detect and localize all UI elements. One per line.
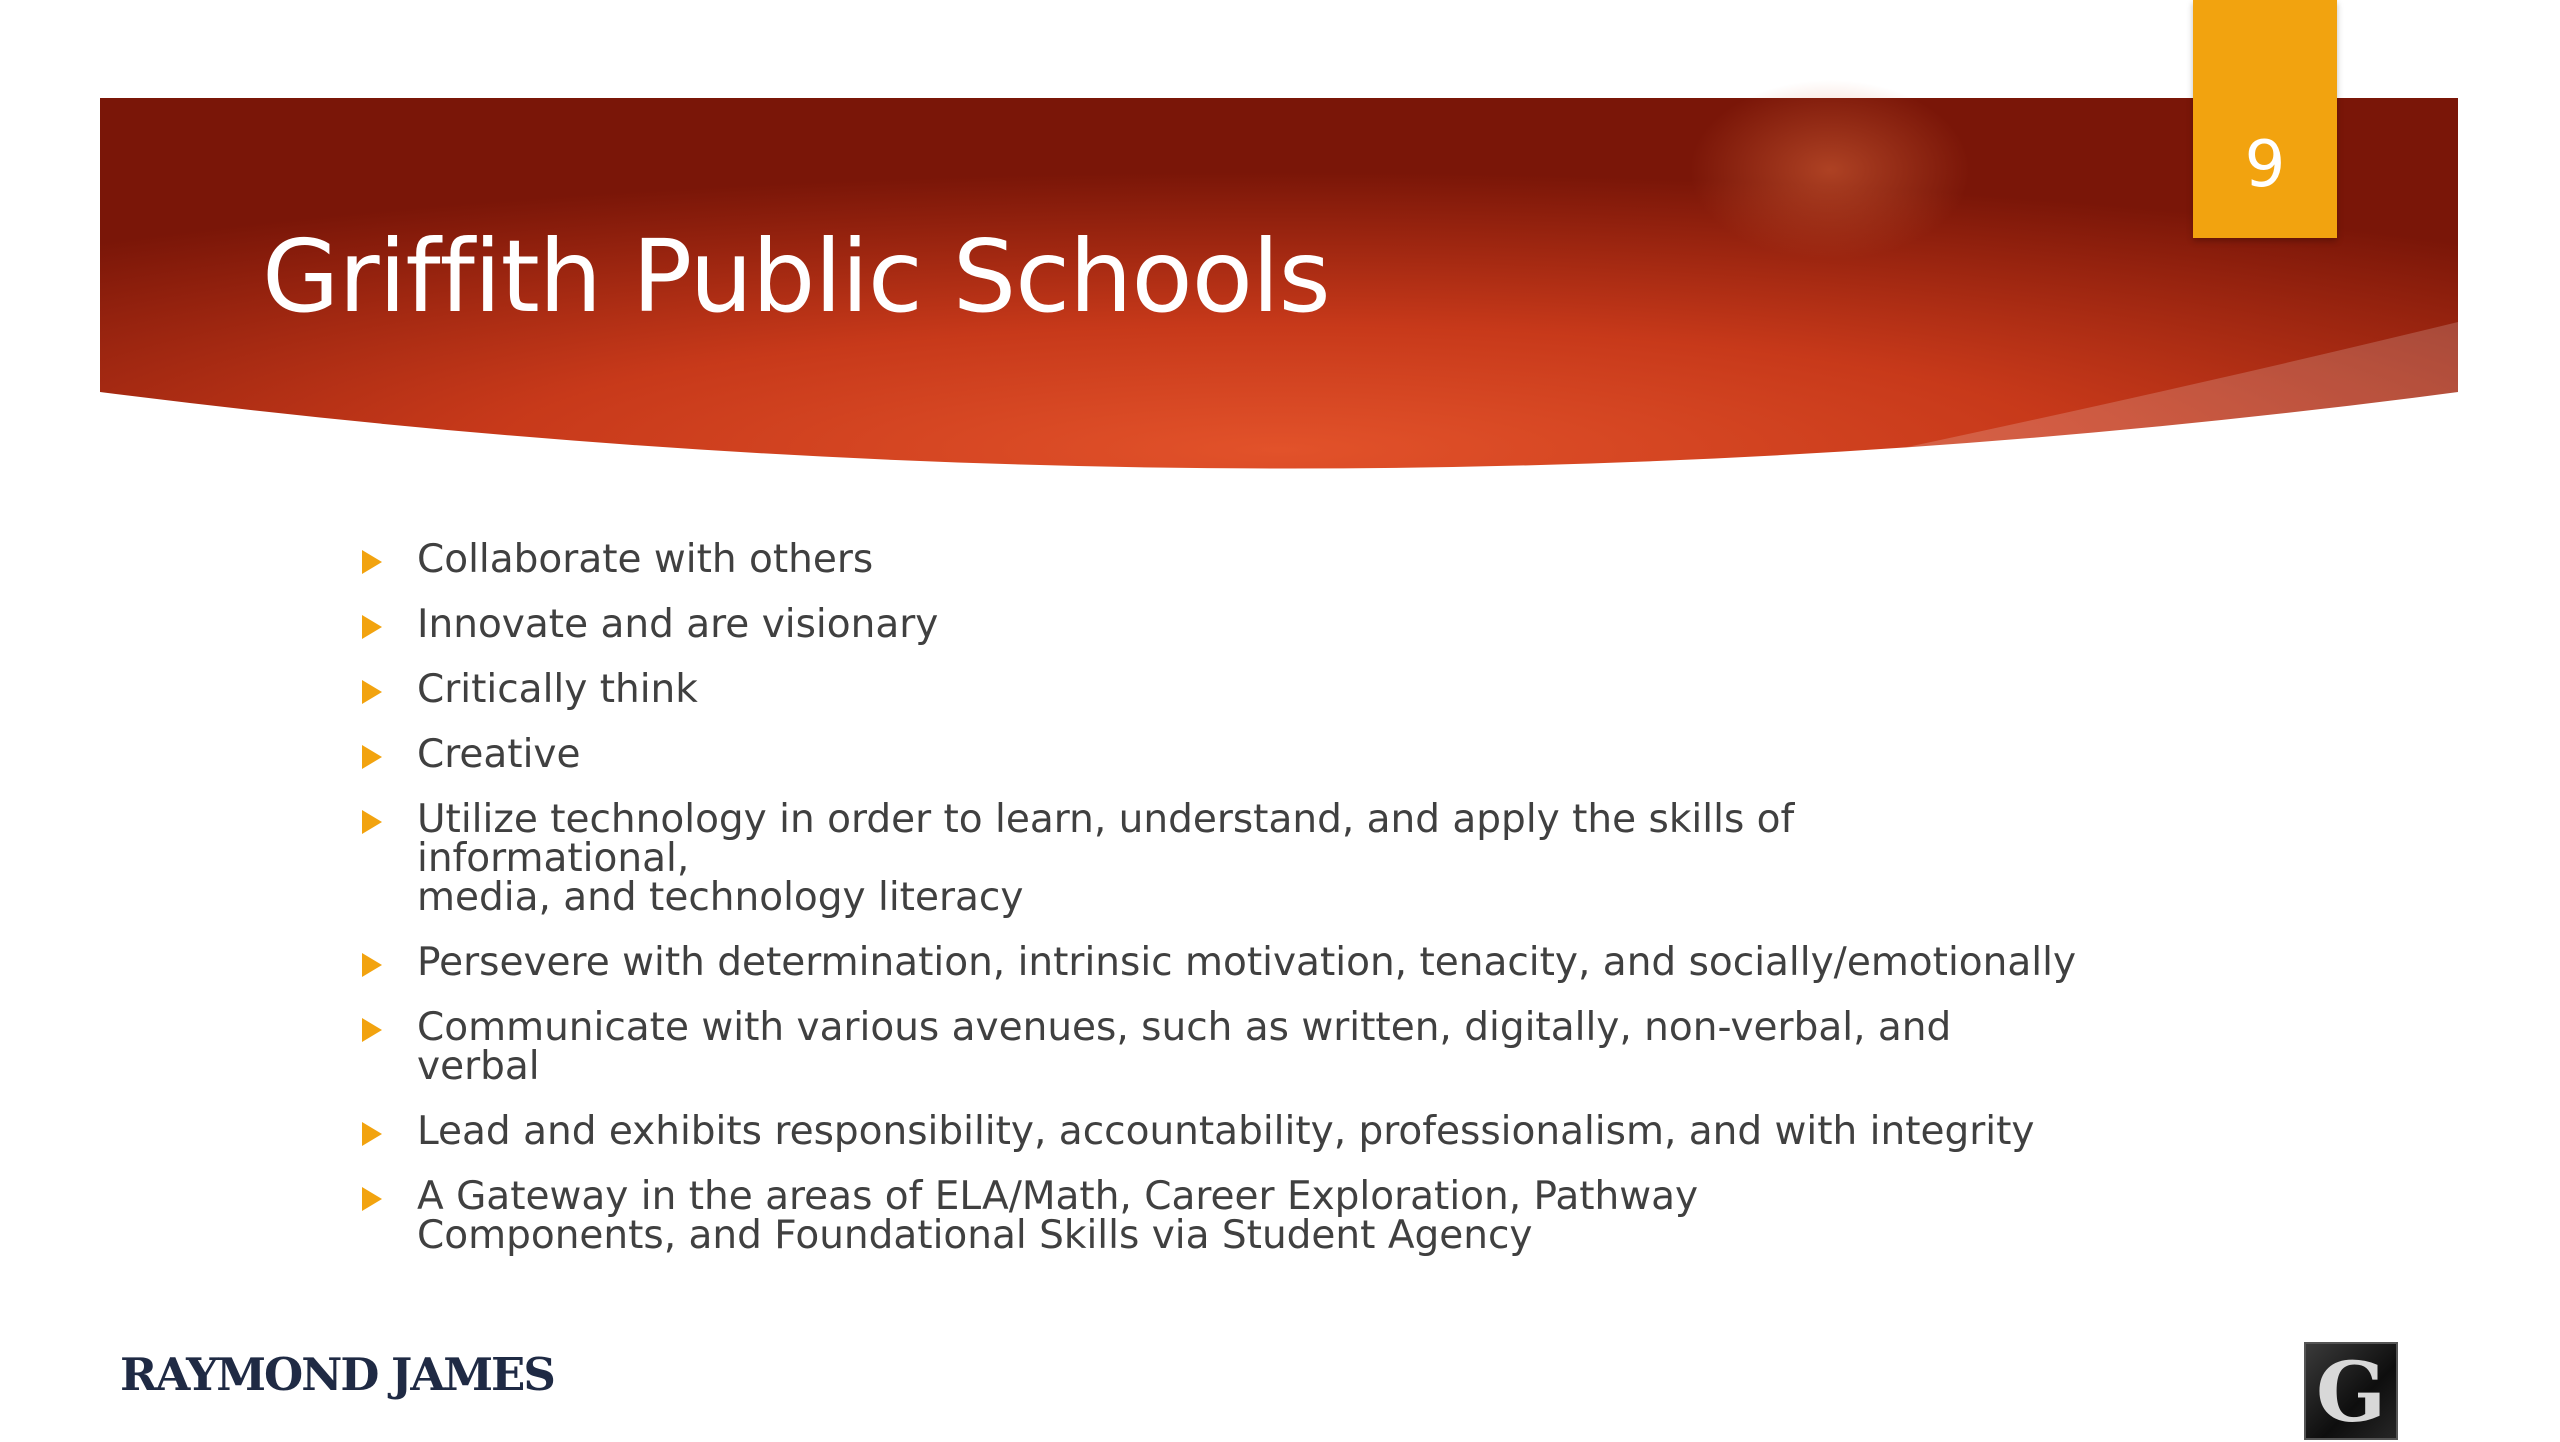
orange-triangle-bullet-icon: [362, 1187, 382, 1211]
orange-triangle-bullet-icon: [362, 810, 382, 834]
bullet-list: [357, 537, 2077, 1281]
orange-triangle-bullet-icon: [362, 615, 382, 639]
bullet-item: [357, 667, 2077, 712]
g-logo-icon: [2304, 1342, 2398, 1440]
bullet-text: A Gateway in the areas of ELA/Math, Career Exploration, Pathway Components, and Foundational Skills via Student Agency: [417, 1174, 1699, 1258]
bullet-text: Innovate and are visionary: [417, 602, 939, 647]
orange-triangle-bullet-icon: [362, 680, 382, 704]
bullet-item: [357, 602, 2077, 647]
bullet-text: Utilize technology in order to learn, understand, and apply the skills of informational, media, and technology literacy: [417, 797, 1795, 920]
slide-number: 9: [2244, 128, 2286, 202]
bullet-text: Lead and exhibits responsibility, accountability, professionalism, and with integrity: [417, 1109, 2035, 1154]
orange-triangle-bullet-icon: [362, 1018, 382, 1042]
bullet-item: [357, 537, 2077, 582]
orange-triangle-bullet-icon: [362, 953, 382, 977]
bullet-item: [357, 1109, 2077, 1154]
bullet-item: [357, 940, 2077, 985]
orange-triangle-bullet-icon: [362, 745, 382, 769]
slide-title: Griffith Public Schools: [262, 218, 1330, 335]
bullet-text: Critically think: [417, 667, 698, 712]
bullet-text: Creative: [417, 732, 581, 777]
bullet-item: [357, 732, 2077, 777]
raymond-james-logo: RAYMOND JAMES: [120, 1348, 554, 1401]
orange-triangle-bullet-icon: [362, 550, 382, 574]
bullet-item: [357, 1005, 2077, 1089]
g-logo-letter: G: [2315, 1345, 2387, 1441]
bullet-text: Persevere with determination, intrinsic motivation, tenacity, and socially/emotionally: [417, 940, 2077, 985]
orange-triangle-bullet-icon: [362, 1122, 382, 1146]
bullet-item: [357, 797, 2077, 920]
slide-number-tab: [2193, 0, 2337, 238]
bullet-item: [357, 1174, 2077, 1258]
bullet-text: Communicate with various avenues, such as written, digitally, non-verbal, and verbal: [417, 1005, 1952, 1089]
bullet-text: Collaborate with others: [417, 537, 874, 582]
